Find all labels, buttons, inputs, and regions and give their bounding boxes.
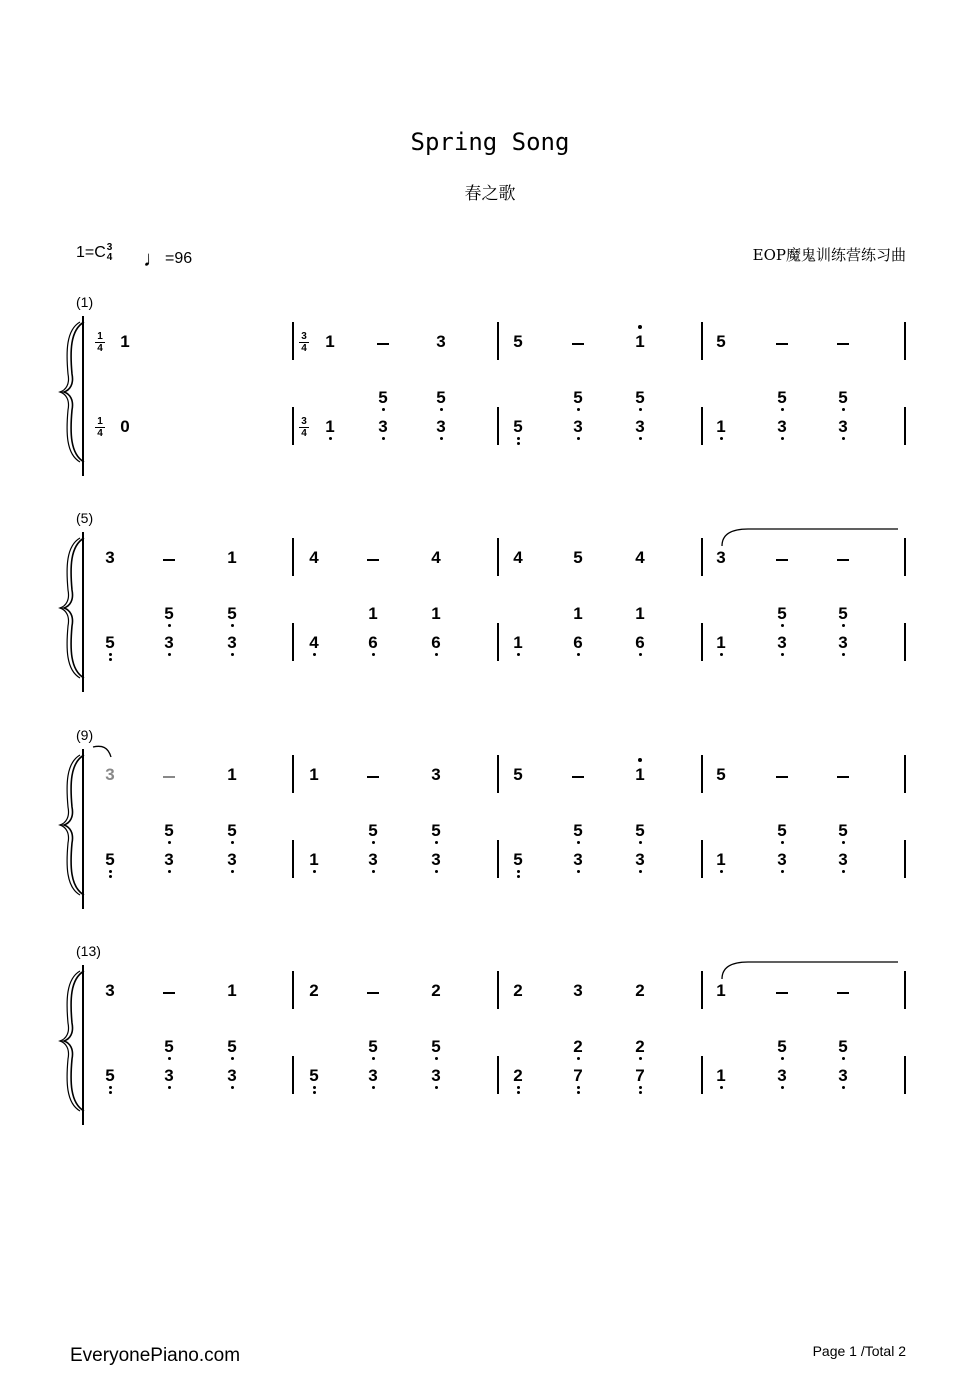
page-title: Spring Song [410, 128, 570, 156]
note-digit: 5 [573, 548, 583, 567]
note-digit: 5 [506, 417, 530, 437]
note-digit: 5 [513, 765, 523, 784]
octave-dot-below [109, 658, 112, 661]
note-digit: 5 [513, 332, 523, 351]
barline [292, 407, 294, 445]
octave-dot-below [168, 1086, 171, 1089]
note-digit: 3 [220, 1066, 244, 1086]
octave-dot-below [372, 870, 375, 873]
tempo-marking [143, 243, 192, 269]
octave-dot-below [639, 1086, 642, 1089]
barline [497, 623, 499, 661]
barline [292, 538, 294, 576]
note-digit: 3 [566, 850, 590, 870]
note-digit: 5 [566, 821, 590, 841]
octave-dot-below [842, 624, 845, 627]
barline [292, 971, 294, 1009]
octave-dot-below [639, 841, 642, 844]
octave-dot-below [109, 870, 112, 873]
note-digit: 4 [309, 548, 319, 567]
octave-dot-below [372, 841, 375, 844]
note-digit: 0 [120, 417, 130, 436]
measure-number: (13) [76, 943, 101, 959]
score-system [0, 294, 980, 454]
octave-dot-below [781, 1057, 784, 1060]
octave-dot-below [382, 437, 385, 440]
sustain-dash [837, 559, 849, 561]
note-digit: 1 [635, 604, 645, 623]
note-digit: 5 [157, 821, 181, 841]
octave-dot-below [231, 1086, 234, 1089]
attribution: EOP魔鬼训练营练习曲 [752, 246, 906, 264]
octave-dot-below [313, 870, 316, 873]
octave-dot-below [168, 624, 171, 627]
note-digit: 5 [371, 388, 395, 408]
note-digit: 5 [770, 821, 794, 841]
note-digit: 1 [309, 765, 319, 784]
sustain-dash [776, 559, 788, 561]
octave-dot-below [842, 437, 845, 440]
measure-number: (1) [76, 294, 94, 310]
octave-dot-below [639, 1091, 642, 1094]
barline [904, 407, 906, 445]
barline [904, 755, 906, 793]
octave-dot-below [231, 870, 234, 873]
octave-dot-below [231, 841, 234, 844]
octave-dot-below [577, 870, 580, 873]
time-signature-bottom: 4 [97, 343, 103, 354]
octave-dot-below [517, 875, 520, 878]
octave-dot-below [517, 1091, 520, 1094]
barline [701, 755, 703, 793]
note-digit: 5 [770, 604, 794, 624]
time-signature-top: 1 [97, 331, 103, 342]
octave-dot-below [517, 1086, 520, 1089]
note-digit: 5 [302, 1066, 326, 1086]
octave-dot-below [639, 437, 642, 440]
octave-dot-below [720, 870, 723, 873]
note-digit: 1 [573, 604, 583, 623]
barline [497, 1056, 499, 1094]
time-signature-bottom: 4 [301, 343, 307, 354]
note-digit: 4 [431, 548, 441, 567]
note-digit: 1 [318, 417, 342, 437]
octave-dot-below [313, 653, 316, 656]
key-time-signature [107, 243, 113, 263]
note-digit: 5 [770, 1037, 794, 1057]
octave-dot-below [329, 437, 332, 440]
sustain-dash [377, 343, 389, 345]
note-digit: 5 [424, 1037, 448, 1057]
note-digit: 3 [831, 633, 855, 653]
note-digit: 3 [361, 850, 385, 870]
note-digit: 4 [302, 633, 326, 653]
tie-arc-icon [718, 961, 900, 981]
octave-dot-below [517, 870, 520, 873]
note-digit: 3 [105, 981, 115, 1000]
tie-arc-icon [718, 528, 900, 548]
octave-dot-below [109, 1091, 112, 1094]
octave-dot-below [440, 408, 443, 411]
octave-dot-below [517, 653, 520, 656]
octave-dot-below [313, 1091, 316, 1094]
footer-site[interactable]: EveryonePiano.com [70, 1345, 241, 1366]
note-digit: 1 [716, 981, 726, 1000]
octave-dot-below [435, 870, 438, 873]
note-digit: 5 [628, 821, 652, 841]
note-digit: 1 [431, 604, 441, 623]
barline [701, 407, 703, 445]
time-signature-bottom: 4 [301, 428, 307, 439]
sustain-dash [367, 559, 379, 561]
barline [497, 538, 499, 576]
octave-dot-below [577, 437, 580, 440]
note-digit: 3 [628, 417, 652, 437]
note-digit: 5 [566, 388, 590, 408]
sustain-dash [163, 992, 175, 994]
barline [497, 971, 499, 1009]
barline [497, 755, 499, 793]
score-system [0, 943, 980, 1103]
note-digit: 3 [566, 417, 590, 437]
barline [701, 840, 703, 878]
note-digit: 5 [157, 1037, 181, 1057]
key-ts-bottom: 4 [106, 252, 113, 263]
barline [497, 407, 499, 445]
measure-number: (5) [76, 510, 94, 526]
note-digit: 5 [361, 1037, 385, 1057]
sustain-dash [837, 992, 849, 994]
note-digit: 3 [157, 850, 181, 870]
octave-dot-below [577, 841, 580, 844]
note-digit: 2 [635, 981, 645, 1000]
octave-dot-below [842, 408, 845, 411]
octave-dot-below [435, 1057, 438, 1060]
note-digit: 2 [628, 1037, 652, 1057]
octave-dot-below [577, 1057, 580, 1060]
octave-dot-below [842, 870, 845, 873]
note-digit: 2 [309, 981, 319, 1000]
barline [292, 623, 294, 661]
note-digit: 3 [424, 850, 448, 870]
time-signature-top: 3 [301, 331, 307, 342]
system-barline [82, 532, 84, 692]
barline [904, 538, 906, 576]
note-digit: 5 [98, 850, 122, 870]
note-digit: 6 [566, 633, 590, 653]
octave-dot-below [842, 1086, 845, 1089]
octave-dot-below [577, 1091, 580, 1094]
octave-dot-below [781, 624, 784, 627]
octave-dot-below [639, 1057, 642, 1060]
tie-arc-icon [92, 743, 114, 761]
note-digit: 6 [628, 633, 652, 653]
sustain-dash [572, 776, 584, 778]
quarter-note-icon: ♩ [143, 246, 165, 271]
octave-dot-below [231, 624, 234, 627]
sustain-dash [572, 343, 584, 345]
note-digit: 5 [628, 388, 652, 408]
note-digit: 1 [506, 633, 530, 653]
octave-dot-below [231, 653, 234, 656]
note-digit: 3 [220, 633, 244, 653]
barline [292, 755, 294, 793]
octave-dot-below [639, 653, 642, 656]
barline [701, 322, 703, 360]
note-digit: 3 [831, 850, 855, 870]
system-barline [82, 316, 84, 476]
octave-dot-below [639, 408, 642, 411]
note-digit: 3 [716, 548, 726, 567]
barline [904, 971, 906, 1009]
key-signature [76, 243, 112, 263]
note-digit: 1 [709, 417, 733, 437]
note-digit: 4 [513, 548, 523, 567]
note-digit: 3 [371, 417, 395, 437]
note-digit: 3 [361, 1066, 385, 1086]
barline [701, 1056, 703, 1094]
note-digit: 3 [770, 1066, 794, 1086]
tempo-text: =96 [165, 250, 193, 267]
note-digit: 3 [105, 765, 115, 784]
time-signature [93, 416, 107, 439]
note-digit: 5 [157, 604, 181, 624]
octave-dot-below [435, 841, 438, 844]
octave-dot-below [781, 870, 784, 873]
note-digit: 5 [716, 765, 726, 784]
barline [701, 623, 703, 661]
sustain-dash [163, 776, 175, 778]
barline [497, 840, 499, 878]
octave-dot-below [372, 1057, 375, 1060]
note-digit: 5 [98, 633, 122, 653]
note-digit: 4 [635, 548, 645, 567]
sustain-dash [367, 776, 379, 778]
octave-dot-below [842, 1057, 845, 1060]
note-digit: 1 [325, 332, 335, 351]
system-barline [82, 965, 84, 1125]
octave-dot-below [781, 408, 784, 411]
note-digit: 5 [831, 1037, 855, 1057]
note-digit: 5 [831, 604, 855, 624]
sustain-dash [367, 992, 379, 994]
note-digit: 2 [431, 981, 441, 1000]
barline [904, 1056, 906, 1094]
note-digit: 5 [831, 388, 855, 408]
barline [292, 840, 294, 878]
note-digit: 5 [429, 388, 453, 408]
note-digit: 1 [709, 850, 733, 870]
time-signature [297, 416, 311, 439]
octave-dot-below [372, 653, 375, 656]
octave-dot-below [781, 437, 784, 440]
sustain-dash [776, 992, 788, 994]
note-digit: 3 [105, 548, 115, 567]
octave-dot-below [842, 653, 845, 656]
octave-dot-below [720, 437, 723, 440]
octave-dot-below [720, 653, 723, 656]
note-digit: 1 [302, 850, 326, 870]
sustain-dash [837, 343, 849, 345]
octave-dot-above [638, 325, 642, 329]
octave-dot-below [720, 1086, 723, 1089]
page-subtitle: 春之歌 [464, 184, 516, 204]
note-digit: 1 [227, 765, 237, 784]
time-signature [297, 331, 311, 354]
note-digit: 7 [566, 1066, 590, 1086]
octave-dot-below [781, 653, 784, 656]
note-digit: 1 [628, 332, 652, 352]
time-signature-bottom: 4 [97, 428, 103, 439]
note-digit: 5 [506, 850, 530, 870]
sustain-dash [776, 343, 788, 345]
note-digit: 3 [573, 981, 583, 1000]
measure-number: (9) [76, 727, 94, 743]
note-digit: 6 [361, 633, 385, 653]
octave-dot-below [577, 408, 580, 411]
note-digit: 3 [220, 850, 244, 870]
note-digit: 5 [831, 821, 855, 841]
note-digit: 5 [98, 1066, 122, 1086]
score-system [0, 510, 980, 670]
octave-dot-below [168, 870, 171, 873]
note-digit: 7 [628, 1066, 652, 1086]
sustain-dash [776, 776, 788, 778]
octave-dot-below [168, 653, 171, 656]
octave-dot-below [577, 1086, 580, 1089]
time-signature [93, 331, 107, 354]
note-digit: 3 [831, 417, 855, 437]
octave-dot-below [168, 841, 171, 844]
octave-dot-below [435, 653, 438, 656]
note-digit: 5 [424, 821, 448, 841]
barline [497, 322, 499, 360]
note-digit: 3 [157, 633, 181, 653]
note-digit: 1 [368, 604, 378, 623]
note-digit: 2 [566, 1037, 590, 1057]
barline [701, 971, 703, 1009]
note-digit: 3 [770, 417, 794, 437]
note-digit: 5 [770, 388, 794, 408]
barline [904, 623, 906, 661]
note-digit: 1 [227, 548, 237, 567]
sustain-dash [163, 559, 175, 561]
sustain-dash [837, 776, 849, 778]
octave-dot-below [440, 437, 443, 440]
octave-dot-below [313, 1086, 316, 1089]
note-digit: 1 [628, 765, 652, 785]
note-digit: 5 [220, 604, 244, 624]
note-digit: 1 [227, 981, 237, 1000]
octave-dot-below [577, 653, 580, 656]
key-signature-text: 1=C [76, 244, 106, 262]
time-signature-top: 1 [97, 416, 103, 427]
note-digit: 5 [716, 332, 726, 351]
octave-dot-below [168, 1057, 171, 1060]
octave-dot-below [842, 841, 845, 844]
octave-dot-below [435, 1086, 438, 1089]
note-digit: 1 [709, 1066, 733, 1086]
octave-dot-below [109, 653, 112, 656]
note-digit: 3 [424, 1066, 448, 1086]
barline [701, 538, 703, 576]
octave-dot-below [781, 1086, 784, 1089]
note-digit: 3 [436, 332, 446, 351]
barline [292, 1056, 294, 1094]
note-digit: 3 [831, 1066, 855, 1086]
octave-dot-below [109, 875, 112, 878]
note-digit: 5 [361, 821, 385, 841]
note-digit: 3 [628, 850, 652, 870]
note-digit: 6 [424, 633, 448, 653]
note-digit: 3 [770, 850, 794, 870]
note-digit: 5 [220, 1037, 244, 1057]
note-digit: 3 [157, 1066, 181, 1086]
octave-dot-below [639, 870, 642, 873]
note-digit: 3 [429, 417, 453, 437]
barline [904, 840, 906, 878]
note-digit: 3 [431, 765, 441, 784]
note-digit: 3 [770, 633, 794, 653]
note-digit: 5 [220, 821, 244, 841]
octave-dot-below [382, 408, 385, 411]
octave-dot-above [638, 758, 642, 762]
octave-dot-below [372, 1086, 375, 1089]
time-signature-top: 3 [301, 416, 307, 427]
key-ts-top: 3 [106, 242, 113, 253]
octave-dot-below [231, 1057, 234, 1060]
note-digit: 2 [506, 1066, 530, 1086]
barline [904, 322, 906, 360]
note-digit: 2 [513, 981, 523, 1000]
barline [292, 322, 294, 360]
note-digit: 1 [709, 633, 733, 653]
page-indicator: Page 1 /Total 2 [812, 1343, 906, 1359]
octave-dot-below [517, 442, 520, 445]
octave-dot-below [109, 1086, 112, 1089]
note-digit: 1 [120, 332, 130, 351]
octave-dot-below [781, 841, 784, 844]
score-system [0, 727, 980, 887]
system-barline [82, 749, 84, 909]
octave-dot-below [517, 437, 520, 440]
